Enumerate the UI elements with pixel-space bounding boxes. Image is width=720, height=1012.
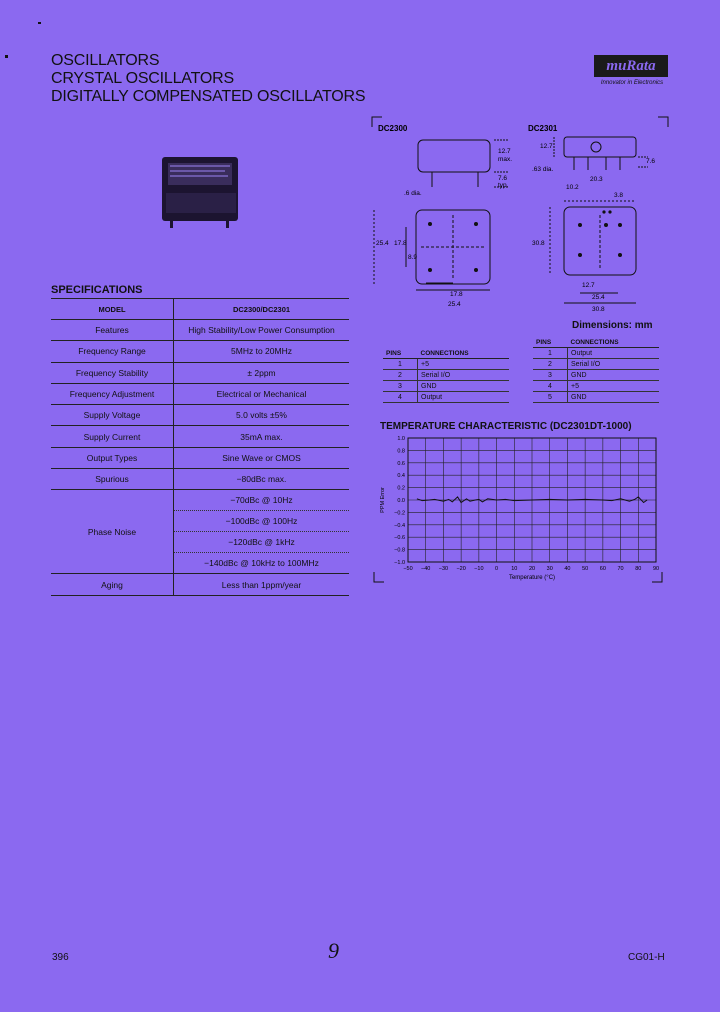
row-label: Spurious <box>51 469 174 490</box>
x-tick-label: 20 <box>528 566 536 572</box>
y-tick-label: 0.0 <box>397 498 405 504</box>
dimensions-note: Dimensions: mm <box>572 320 653 331</box>
y-tick-label: 0.4 <box>397 473 405 480</box>
y-axis-label: PPM Error <box>380 487 386 513</box>
x-tick-label: 90 <box>652 566 660 572</box>
y-tick-label: −1.0 <box>394 560 405 566</box>
x-tick-label: 80 <box>635 566 642 572</box>
table-row <box>51 469 349 490</box>
logo-tagline: Innovator in Electronics <box>600 80 664 86</box>
x-tick-label: −40 <box>421 566 431 572</box>
dc2300-pin-table <box>383 349 509 403</box>
table-row <box>51 447 349 468</box>
temperature-chart-title: TEMPERATURE CHARACTERISTIC (DC2301DT-1000) <box>380 421 632 432</box>
x-axis-label: Temperature (°C) <box>508 575 556 581</box>
row-value: ± 2ppm <box>174 362 350 383</box>
row-label: Frequency Adjustment <box>51 383 174 404</box>
row-label: Output Types <box>51 447 174 468</box>
pins-header: PINS <box>383 349 418 359</box>
table-row: 4 Output <box>383 392 509 403</box>
table-row <box>51 341 349 362</box>
corner-mark <box>38 22 41 24</box>
row-value: 5.0 volts ±5% <box>174 405 350 426</box>
table-row: 2 Serial I/O <box>533 359 659 370</box>
header-line-3: DIGITALLY COMPENSATED OSCILLATORS <box>51 88 366 105</box>
header-line-2: CRYSTAL OSCILLATORS <box>51 70 234 87</box>
row-value: −120dBc @ 1kHz <box>174 532 350 553</box>
dim-label: typ. <box>498 182 509 189</box>
x-tick-label: 70 <box>617 566 624 572</box>
table-row: 1 +5 <box>383 359 509 370</box>
dim-label: 12.7 <box>498 148 511 155</box>
murata-logo: muRata <box>594 55 668 77</box>
dim-label: 12.7 <box>582 282 595 289</box>
dim-label: 8.9 <box>408 254 418 261</box>
dc2301-label: DC2301 <box>528 124 558 133</box>
dim-label: 25.4 <box>376 240 389 247</box>
dim-label: 25.4 <box>592 294 605 301</box>
table-row <box>51 490 349 511</box>
catalog-code: CG01-H <box>628 952 665 963</box>
dim-label: .63 dia. <box>532 166 554 173</box>
row-label: Phase Noise <box>51 490 174 574</box>
row-label: Frequency Stability <box>51 362 174 383</box>
table-row: 4 +5 <box>533 381 659 392</box>
specifications-title: SPECIFICATIONS <box>51 284 143 296</box>
x-tick-label: −50 <box>403 566 413 572</box>
row-value: 5MHz to 20MHz <box>174 341 350 362</box>
y-tick-label: −0.4 <box>394 522 405 529</box>
row-value: Sine Wave or CMOS <box>174 447 350 468</box>
y-tick-label: −0.6 <box>394 535 405 542</box>
table-row <box>51 426 349 447</box>
dim-label: 7.6 <box>646 158 656 165</box>
corner-mark <box>5 55 8 58</box>
x-tick-label: 0 <box>495 566 499 572</box>
connections-header: CONNECTIONS <box>418 349 510 359</box>
dim-label: 7.6 <box>498 175 508 182</box>
row-value: −70dBc @ 10Hz <box>174 490 350 511</box>
row-value: −140dBc @ 10kHz to 100MHz <box>174 553 350 574</box>
table-row: 3 GND <box>383 381 509 392</box>
row-value: −100dBc @ 100Hz <box>174 511 350 532</box>
dim-label: 30.8 <box>592 306 605 313</box>
dim-label: 17.8 <box>450 291 463 298</box>
table-row: 1 Output <box>533 348 659 359</box>
table-row <box>51 383 349 404</box>
y-tick-label: 0.2 <box>397 485 405 492</box>
col-model: MODEL <box>51 299 174 320</box>
dim-label: max. <box>498 156 513 163</box>
x-tick-label: −10 <box>474 566 484 572</box>
dim-label: 12.7 <box>540 143 553 150</box>
y-tick-label: 1.0 <box>397 436 405 442</box>
row-label: Frequency Range <box>51 341 174 362</box>
pins-header: PINS <box>533 338 568 348</box>
dim-label: 3.8 <box>614 192 624 199</box>
page-header <box>51 52 365 106</box>
y-tick-label: 0.8 <box>397 448 405 455</box>
specifications-table <box>51 298 349 596</box>
row-label: Supply Current <box>51 426 174 447</box>
row-value: Electrical or Mechanical <box>174 383 350 404</box>
x-tick-label: 50 <box>582 566 589 572</box>
dim-label: 25.4 <box>448 301 461 308</box>
row-label: Supply Voltage <box>51 405 174 426</box>
x-tick-label: −20 <box>456 566 466 572</box>
table-row <box>51 405 349 426</box>
table-row <box>51 574 349 595</box>
table-row <box>51 362 349 383</box>
page-number: 396 <box>52 952 69 963</box>
row-value: Less than 1ppm/year <box>174 574 350 595</box>
row-label: Aging <box>51 574 174 595</box>
connections-header: CONNECTIONS <box>568 338 660 348</box>
dc2301-pin-table <box>533 338 659 403</box>
row-value: −80dBc max. <box>174 469 350 490</box>
dim-label: 17.8 <box>394 240 407 247</box>
col-model-value: DC2300/DC2301 <box>174 299 350 320</box>
table-row: 2 Serial I/O <box>383 370 509 381</box>
x-tick-label: 60 <box>599 566 606 572</box>
table-row <box>51 320 349 341</box>
x-tick-label: 30 <box>546 566 553 572</box>
oscillator-photo <box>160 153 244 229</box>
dc2300-label: DC2300 <box>378 124 408 133</box>
row-value: High Stability/Low Power Consumption <box>174 320 350 341</box>
x-tick-label: 10 <box>511 566 518 572</box>
handwritten-mark: 9 <box>328 938 339 963</box>
y-tick-label: −0.8 <box>394 547 405 554</box>
x-tick-label: −30 <box>438 566 449 572</box>
y-tick-label: 0.6 <box>397 460 405 467</box>
dim-label: 10.2 <box>566 184 579 191</box>
y-tick-label: −0.2 <box>394 510 405 517</box>
dim-label: 30.8 <box>532 240 545 247</box>
table-row: 3 GND <box>533 370 659 381</box>
x-tick-label: 40 <box>564 566 571 572</box>
mechanical-drawings <box>370 115 670 325</box>
row-label: Features <box>51 320 174 341</box>
dim-label: 20.3 <box>590 176 603 183</box>
header-line-1: OSCILLATORS <box>51 52 160 69</box>
row-value: 35mA max. <box>174 426 350 447</box>
table-row: 5 GND <box>533 392 659 403</box>
temperature-chart <box>372 432 664 584</box>
dim-label: .6 dia. <box>404 190 422 197</box>
